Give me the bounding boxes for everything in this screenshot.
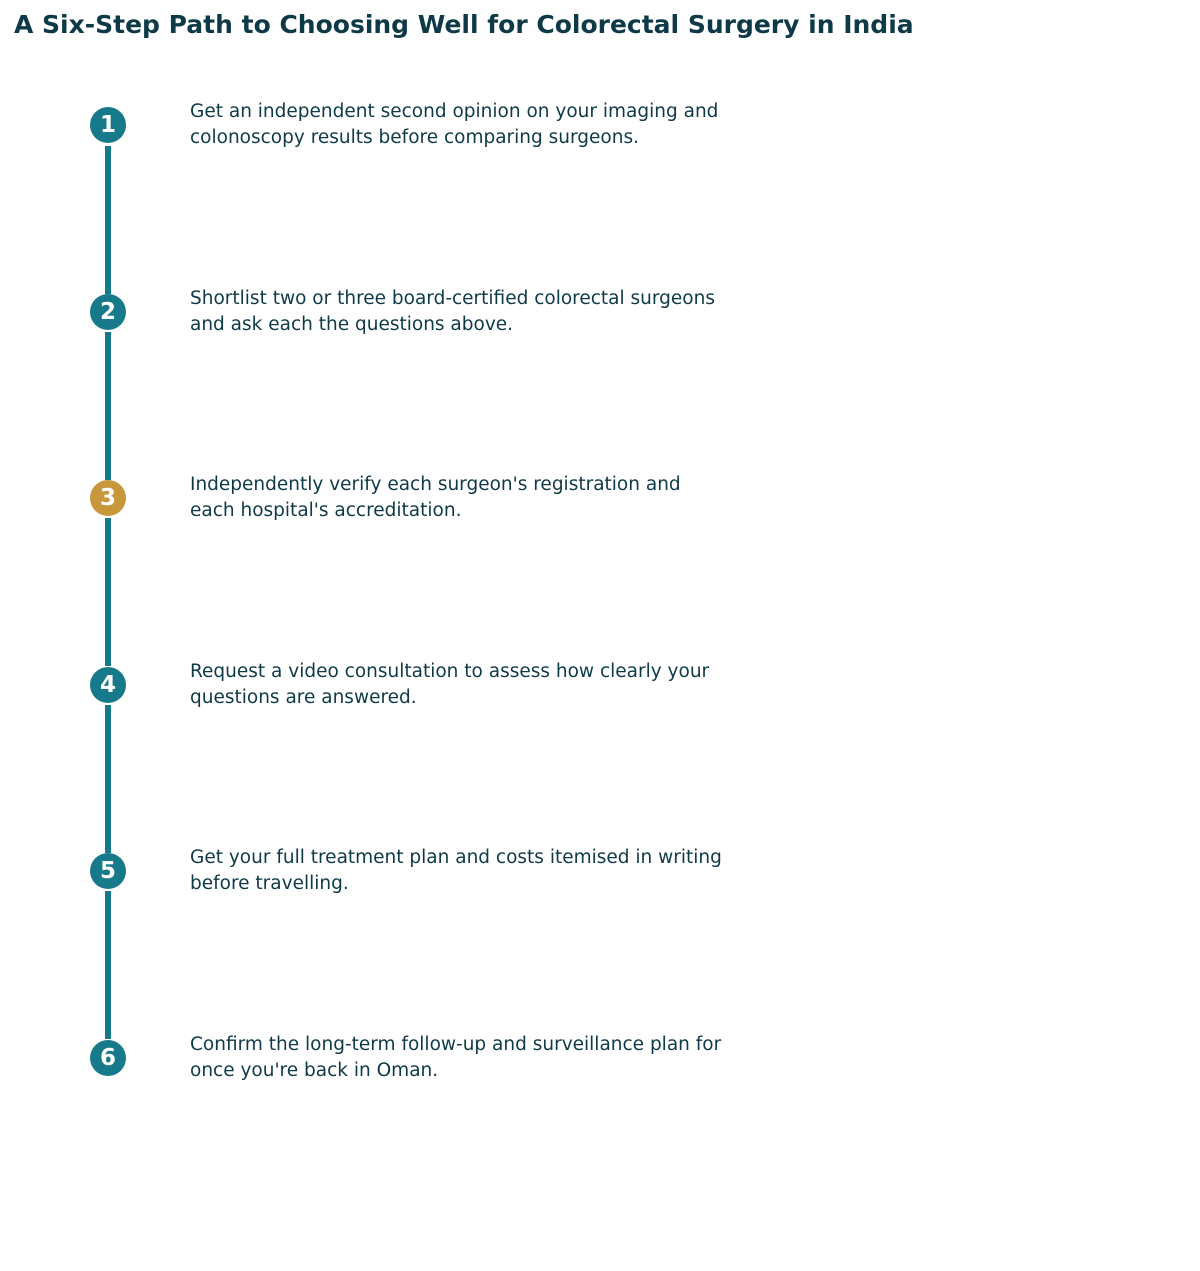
timeline-connector-3-4 [105, 518, 111, 666]
step-marker-3: 3 [90, 480, 126, 516]
step-text-5: Get your full treatment plan and costs itemised in writing before travelling. [190, 847, 722, 894]
step-marker-4: 4 [90, 667, 126, 703]
step-marker-1: 1 [90, 107, 126, 143]
timeline-connector-4-5 [105, 705, 111, 853]
timeline-connector-2-3 [105, 332, 111, 480]
step-text-4: Request a video consultation to assess how clearly your questions are answered. [190, 661, 710, 708]
step-text-2: Shortlist two or three board-certified colorectal surgeons and ask each the questions above. [190, 288, 715, 335]
step-marker-5: 5 [90, 853, 126, 889]
step-marker-2: 2 [90, 294, 126, 330]
page-title: A Six-Step Path to Choosing Well for Colorectal Surgery in India [14, 10, 914, 39]
step-text-1: Get an independent second opinion on your imaging and colonoscopy results before comparing surgeons. [190, 101, 719, 148]
timeline-connector-5-6 [105, 891, 111, 1039]
step-marker-6: 6 [90, 1040, 126, 1076]
step-text-3: Independently verify each surgeon's registration and each hospital's accreditation. [190, 474, 681, 521]
timeline-connector-1-2 [105, 146, 111, 294]
step-text-6: Confirm the long-term follow-up and surveillance plan for once you're back in Oman. [190, 1034, 722, 1081]
